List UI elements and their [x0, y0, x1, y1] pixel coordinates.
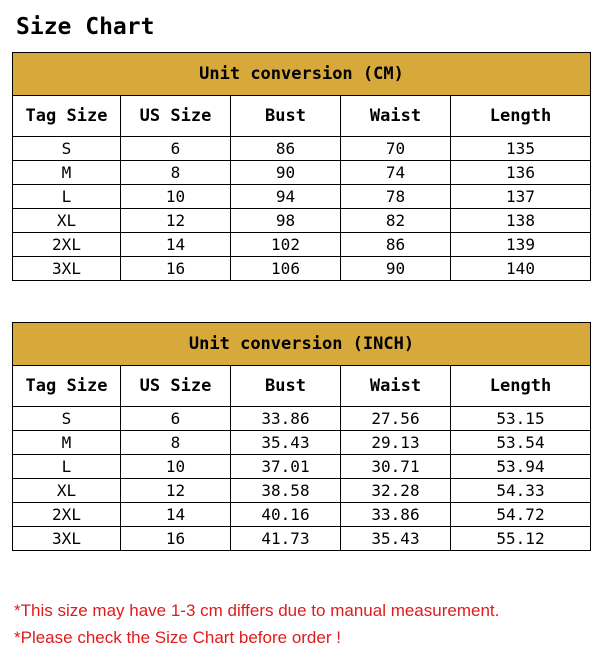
measurement-note: *This size may have 1-3 cm differs due to manual measurement.	[14, 601, 500, 620]
table-row	[13, 209, 591, 233]
us-size-cell: 12	[121, 479, 231, 503]
us-size-cell: 10	[121, 185, 231, 209]
us-size-cell: 14	[121, 233, 231, 257]
tag-size-cell: XL	[13, 479, 121, 503]
waist-cell: 90	[341, 257, 451, 281]
tag-size-cell: S	[13, 407, 121, 431]
length-cell: 53.15	[451, 407, 591, 431]
waist-cell: 70	[341, 137, 451, 161]
tag-size-cell: 2XL	[13, 503, 121, 527]
bust-cell: 106	[231, 257, 341, 281]
bust-cell: 102	[231, 233, 341, 257]
tag-size-cell: L	[13, 185, 121, 209]
tag-size-cell: 2XL	[13, 233, 121, 257]
bust-cell: 40.16	[231, 503, 341, 527]
bust-cell: 94	[231, 185, 341, 209]
unit-header-inch: Unit conversion (INCH)	[13, 323, 591, 366]
length-cell: 55.12	[451, 527, 591, 551]
bust-cell: 33.86	[231, 407, 341, 431]
us-size-cell: 16	[121, 257, 231, 281]
waist-cell: 74	[341, 161, 451, 185]
waist-cell: 82	[341, 209, 451, 233]
tag-size-cell: L	[13, 455, 121, 479]
tag-size-cell: 3XL	[13, 527, 121, 551]
length-cell: 137	[451, 185, 591, 209]
bust-cell: 98	[231, 209, 341, 233]
waist-cell: 86	[341, 233, 451, 257]
us-size-cell: 8	[121, 161, 231, 185]
column-header-length: Length	[451, 96, 591, 137]
column-header-bust: Bust	[231, 366, 341, 407]
table-row	[13, 257, 591, 281]
us-size-cell: 14	[121, 503, 231, 527]
length-cell: 136	[451, 161, 591, 185]
us-size-cell: 6	[121, 137, 231, 161]
table-row	[13, 161, 591, 185]
us-size-cell: 16	[121, 527, 231, 551]
size-table-inch	[12, 322, 591, 551]
us-size-cell: 12	[121, 209, 231, 233]
us-size-cell: 8	[121, 431, 231, 455]
table-row	[13, 137, 591, 161]
waist-cell: 32.28	[341, 479, 451, 503]
length-cell: 54.72	[451, 503, 591, 527]
table-row	[13, 431, 591, 455]
notes-list	[14, 597, 499, 651]
column-header-us-size: US Size	[121, 96, 231, 137]
waist-cell: 33.86	[341, 503, 451, 527]
length-cell: 140	[451, 257, 591, 281]
column-header-waist: Waist	[341, 366, 451, 407]
us-size-cell: 10	[121, 455, 231, 479]
table-row	[13, 479, 591, 503]
tag-size-cell: M	[13, 431, 121, 455]
tag-size-cell: S	[13, 137, 121, 161]
column-header-waist: Waist	[341, 96, 451, 137]
unit-header-cm: Unit conversion (CM)	[13, 53, 591, 96]
waist-cell: 27.56	[341, 407, 451, 431]
length-cell: 138	[451, 209, 591, 233]
length-cell: 53.54	[451, 431, 591, 455]
column-header-tag-size: Tag Size	[13, 96, 121, 137]
tag-size-cell: M	[13, 161, 121, 185]
bust-cell: 37.01	[231, 455, 341, 479]
waist-cell: 78	[341, 185, 451, 209]
page-title: Size Chart	[16, 14, 155, 40]
us-size-cell: 6	[121, 407, 231, 431]
size-table-cm	[12, 52, 591, 281]
table-row	[13, 233, 591, 257]
table-row	[13, 527, 591, 551]
waist-cell: 30.71	[341, 455, 451, 479]
bust-cell: 38.58	[231, 479, 341, 503]
bust-cell: 90	[231, 161, 341, 185]
column-header-us-size: US Size	[121, 366, 231, 407]
table-row	[13, 185, 591, 209]
length-cell: 135	[451, 137, 591, 161]
table-row	[13, 455, 591, 479]
column-header-length: Length	[451, 366, 591, 407]
tag-size-cell: XL	[13, 209, 121, 233]
bust-cell: 86	[231, 137, 341, 161]
bust-cell: 35.43	[231, 431, 341, 455]
table-row	[13, 407, 591, 431]
column-header-bust: Bust	[231, 96, 341, 137]
table-row	[13, 503, 591, 527]
bust-cell: 41.73	[231, 527, 341, 551]
length-cell: 54.33	[451, 479, 591, 503]
waist-cell: 35.43	[341, 527, 451, 551]
column-header-tag-size: Tag Size	[13, 366, 121, 407]
tag-size-cell: 3XL	[13, 257, 121, 281]
check-size-note: *Please check the Size Chart before order !	[14, 628, 341, 647]
length-cell: 53.94	[451, 455, 591, 479]
waist-cell: 29.13	[341, 431, 451, 455]
length-cell: 139	[451, 233, 591, 257]
